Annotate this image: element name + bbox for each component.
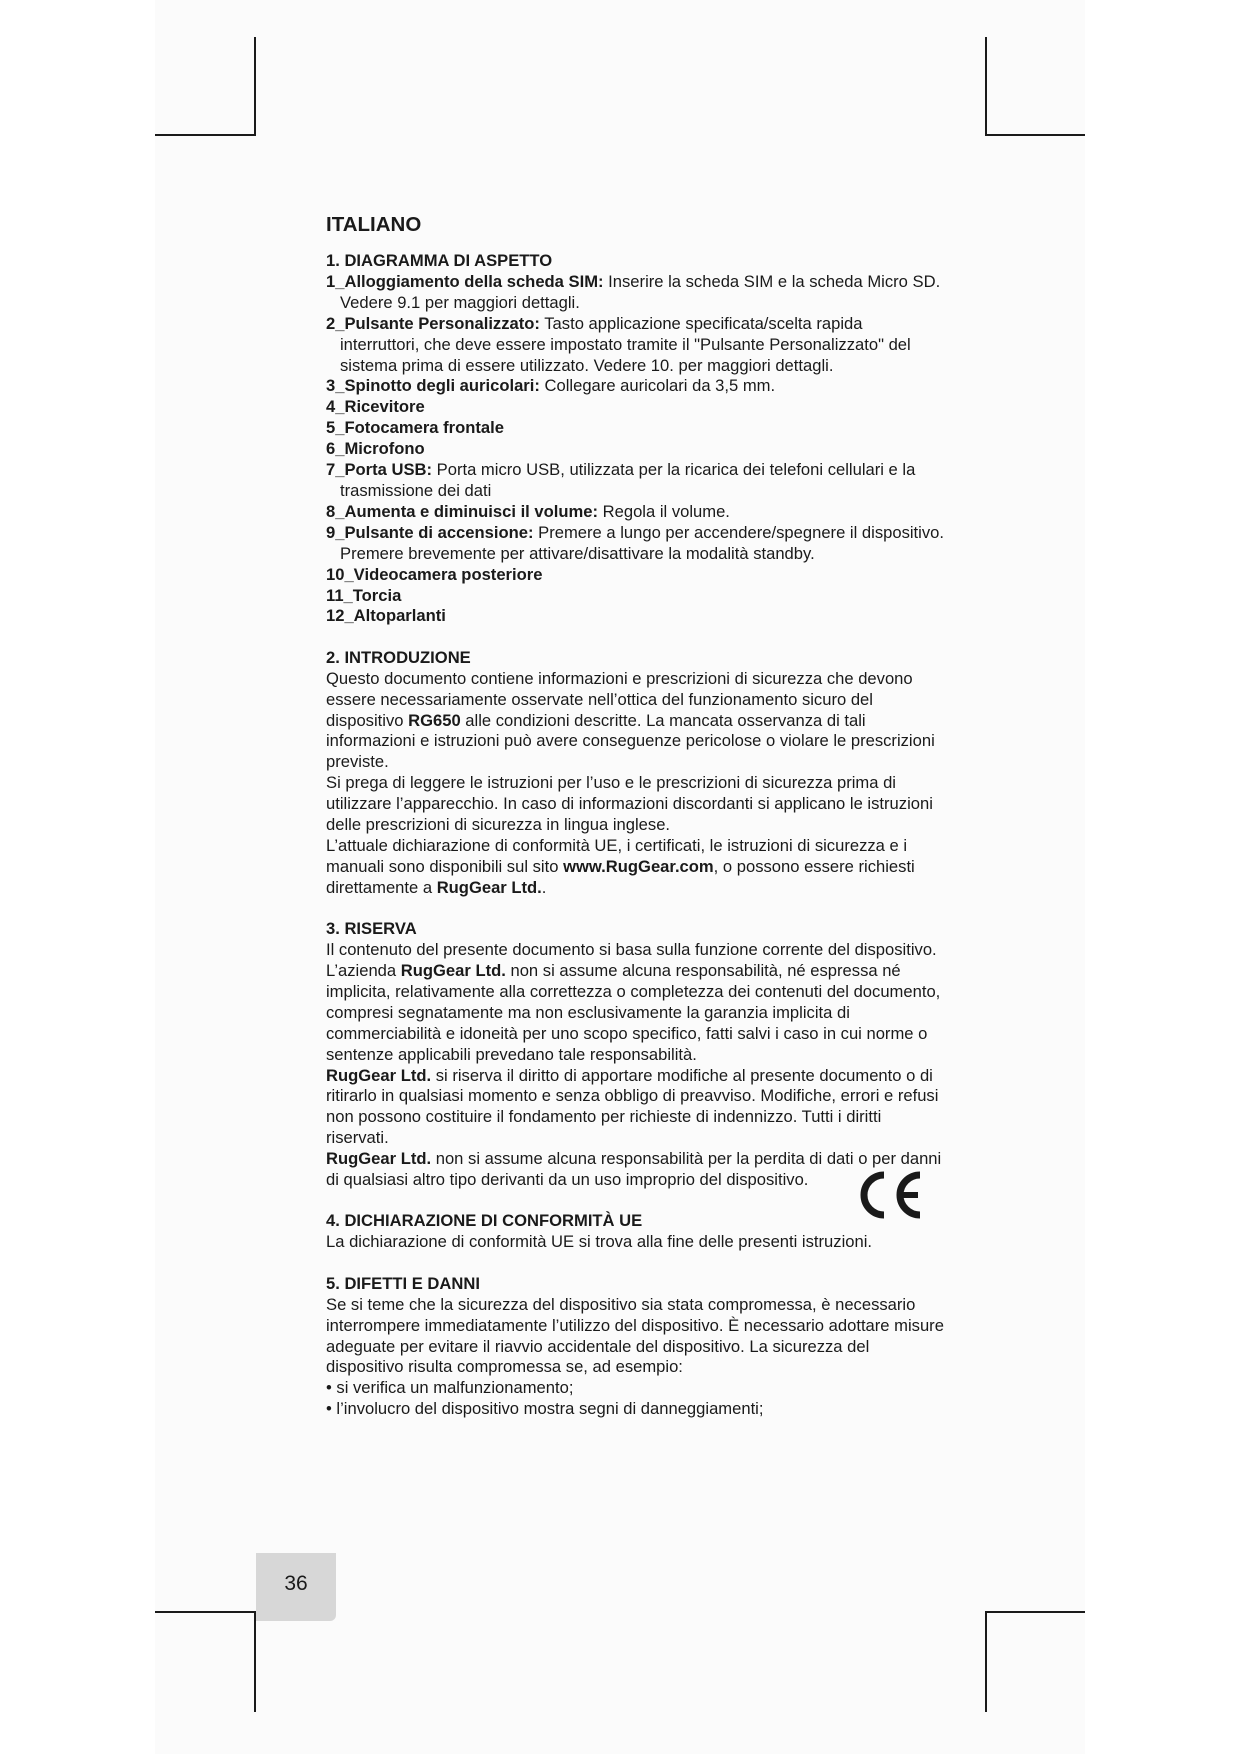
paragraph: RugGear Ltd. si riserva il diritto di apportare modifiche al presente documento o di ritirarlo in qualsiasi momento e senza obbligo di preavviso. Modifiche, errori e refusi non possono costituire il fondamento per richieste di indennizzo. Tutti i diritti riservati. [326,1065,939,1148]
crop-mark-bottom-left-v [254,1611,256,1712]
page-number: 36 [284,1572,308,1595]
list-item: 6_Microfono [326,439,425,459]
section-introduction [326,648,946,899]
list-item: 1_Alloggiamento della scheda SIM: Inserire la scheda SIM e la scheda Micro SD. Vedere 9.1 per maggiori dettagli. [326,271,941,312]
section-disclaimer [326,919,946,1191]
list-item: 3_Spinotto degli auricolari: Collegare auricolari da 3,5 mm. [326,376,776,396]
crop-mark-top-left-h [155,134,256,136]
list-item: 9_Pulsante di accensione: Premere a lungo per accendere/spegnere il dispositivo. Premere brevemente per attivare/disattivare la modalità standby. [326,522,944,563]
section-heading: 1. DIAGRAMMA DI ASPETTO [326,251,553,270]
bullet-item: • l’involucro del dispositivo mostra segni di danneggiamenti; [326,1399,764,1419]
crop-mark-bottom-right-v [985,1611,987,1712]
section-diagram [326,251,946,627]
paragraph: La dichiarazione di conformità UE si trova alla fine delle presenti istruzioni. [326,1232,873,1252]
document-body [326,213,946,1441]
crop-mark-bottom-left-h [155,1611,256,1613]
section-heading: 2. INTRODUZIONE [326,647,471,667]
paragraph: Il contenuto del presente documento si basa sulla funzione corrente del dispositivo. L’azienda RugGear Ltd. non si assume alcuna responsabilità, né espressa né implicita, relativamente alla correttezza o completezza dei contenuti del documento, compresi segnatamente ma non esclusivamente la garanzia implicita di commerciabilità e idoneità per uno scopo specifico, fatti salvi i caso in cui norme o sentenze applicabili prevedano tale responsabilità. [326,940,941,1064]
crop-mark-bottom-right-h [985,1611,1085,1613]
paragraph: Si prega di leggere le istruzioni per l’uso e le prescrizioni di sicurezza prima di utilizzare l’apparecchio. In caso di informazioni discordanti si applicano le istruzioni delle prescrizioni di sicurezza in lingua inglese. [326,773,933,835]
bullet-item: • si verifica un malfunzionamento; [326,1378,574,1398]
crop-mark-top-right-h [985,134,1085,136]
paragraph: Questo documento contiene informazioni e prescrizioni di sicurezza che devono essere necessariamente osservate nell’ottica del funzionamento sicuro del dispositivo RG650 alle condizioni descritte. La mancata osservanza di tali informazioni e istruzioni può avere conseguenze pericolose o violare le prescrizioni previste. [326,668,935,772]
section-heading: 4. DICHIARAZIONE DI CONFORMITÀ UE [326,1211,643,1231]
paragraph: Se si teme che la sicurezza del dispositivo sia stata compromessa, è necessario interrompere immediatamente l’utilizzo del dispositivo. È necessario adottare misure adeguate per evitare il riavvio accidentale del dispositivo. La sicurezza del dispositivo risulta compromessa se, ad esempio: [326,1294,944,1377]
list-item: 2_Pulsante Personalizzato: Tasto applicazione specificata/scelta rapida interruttori, che deve essere impostato tramite il "Pulsante Personalizzato" del sistema prima di essere utilizzato. Vedere 10. per maggiori dettagli. [326,313,911,375]
list-item: 8_Aumenta e diminuisci il volume: Regola il volume. [326,501,730,521]
crop-mark-top-left-v [254,37,256,136]
paragraph: L’attuale dichiarazione di conformità UE, i certificati, le istruzioni di sicurezza e i manuali sono disponibili sul sito www.RugGear.com, o possono essere richiesti direttamente a RugGear Ltd.. [326,835,915,897]
section-heading: 5. DIFETTI E DANNI [326,1273,480,1293]
ce-mark-icon [852,1169,924,1221]
paragraph: RugGear Ltd. non si assume alcuna responsabilità per la perdita di dati o per danni di qualsiasi altro tipo derivanti da un uso improprio del dispositivo. [326,1149,942,1190]
document-title: ITALIANO [326,213,422,236]
list-item: 7_Porta USB: Porta micro USB, utilizzata per la ricarica dei telefoni cellulari e la trasmissione dei dati [326,460,916,500]
page-number-tab [256,1553,336,1621]
section-eu-conformity [326,1211,946,1253]
list-item: 11_Torcia [326,585,402,605]
list-item: 4_Ricevitore [326,397,425,417]
section-defects [326,1274,946,1420]
section-heading: 3. RISERVA [326,919,417,939]
list-item: 10_Videocamera posteriore [326,564,543,584]
list-item: 5_Fotocamera frontale [326,418,504,438]
list-item: 12_Altoparlanti [326,606,446,626]
crop-mark-top-right-v [985,37,987,136]
